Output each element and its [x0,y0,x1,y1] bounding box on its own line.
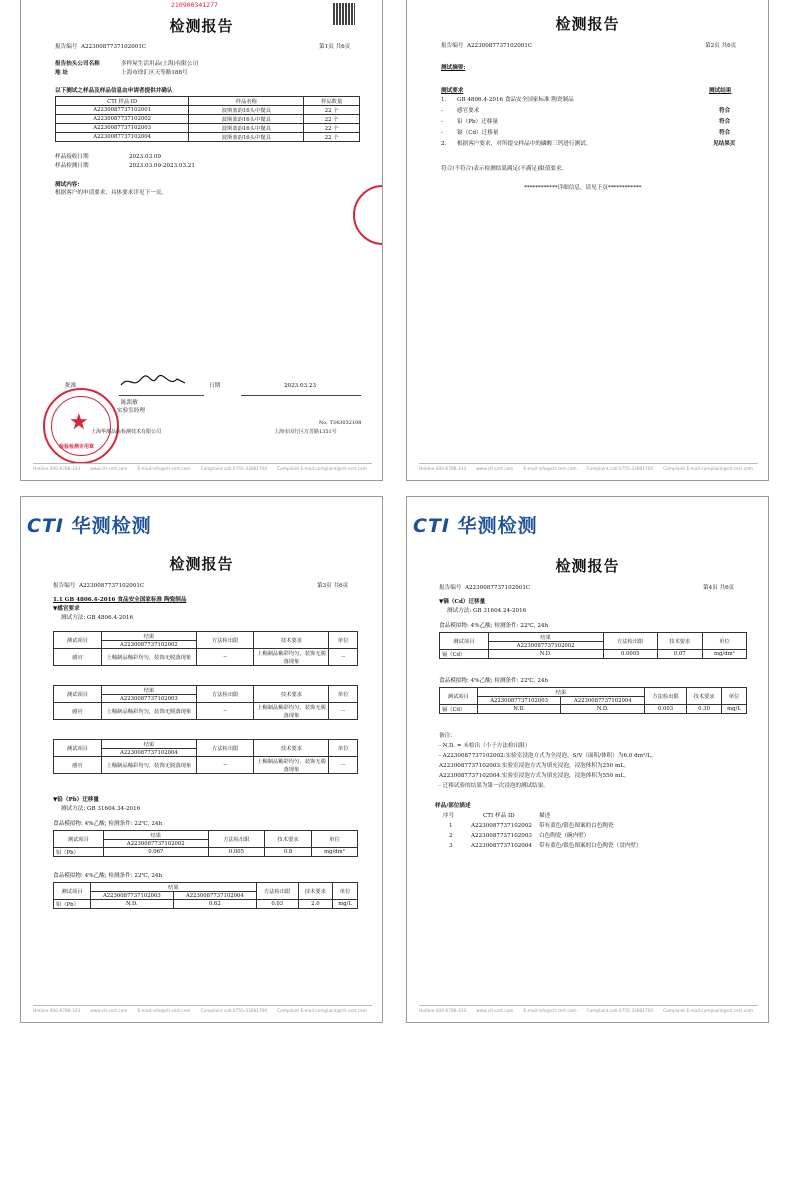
receive-date-label: 样品接收日期 [55,154,89,160]
report-page-1 [20,0,383,481]
company-name: 多样屋生活用品(上海)有限公司 [121,61,199,67]
page-number: 第4页 共6页 [703,585,735,591]
report-page-3 [20,496,383,1023]
summary-result: 见结果页 [713,141,736,147]
list-item: 2 [449,833,453,839]
simulant-label: 食品模拟物: 4%乙酸; 检测条件: 22℃, 24h [53,821,163,827]
sensory-method: 测试方法: GB 4806.4-2016 [61,615,134,621]
company-address: 上海市闵行区万芳路1351号 [274,429,337,435]
page-number: 第3页 共6页 [317,583,349,589]
sensory-table: 测试项目 结果 方法检出限 技术要求 单位 A2230087737102003 感官 上釉制品釉彩均匀，装饰无脱落现象 -- 上釉制品釉彩均匀，装饰无脱落现象 -- [53,685,358,720]
sensory-heading: ▼感官要求 [53,606,80,612]
cd-heading: ▼镉（Cd）迁移量 [439,599,486,605]
cd-table: 测试项目 结果 方法检出限 技术要求 单位 A2230087737102002 镉（Cd） N.D. 0.0005 0.07 mg/dm² [439,632,747,659]
test-date: 2023.03.09-2023.03.21 [129,163,195,169]
page-footer: Hotline:400-6788-333 www.cti-cert.com E-mail:info@cti-cert.com Complaint call:0755-33681700 Complaint E-mail:complaint@cti-cert.com [33,463,372,472]
page-title: 检测报告 [169,17,234,35]
summary-heading: 测试摘要: [441,65,466,71]
approve-label: 批准 [65,383,77,389]
sample-desc-heading: 样品/部位描述 [435,803,471,809]
table-header-row: CTI 样品 ID 样品名称 样品数量 [56,97,360,106]
page-number: 第1页 共6页 [319,44,351,50]
simulant-label: 食品模拟物: 4%乙酸; 检测条件: 22℃, 24h [439,623,549,629]
list-item: 3 [449,843,453,849]
simulant-label: 食品模拟物: 4%乙酸; 检测条件: 22℃, 24h [439,678,549,684]
report-no: A2230087737102001C [78,583,145,589]
summary-item: GB 4806.4-2016 食品安全国家标准 陶瓷制品 [457,97,574,103]
page-title: 检测报告 [169,555,234,573]
report-no: A2230087737102001C [80,44,147,50]
report-no-label: 报告编号 [441,43,464,49]
date-label: 日期 [209,383,221,389]
pb-heading: ▼铅（Pb）迁移量 [53,797,99,803]
summary-item: 镉（Cd）迁移量 [457,130,499,136]
report-no: A2230087737102001C [464,585,531,591]
pb-method: 测试方法: GB 31604.34-2016 [61,806,141,812]
summary-item: 铅（Pb）迁移量 [457,119,498,125]
side-stamp [353,185,383,245]
receive-date: 2023.03.09 [129,154,162,160]
list-item: 1 [449,823,453,829]
pb-table: 测试项目 结果 方法检出限 技术要求 单位 A2230087737102002 铅（Pb） 0.067 0.005 0.8 mg/dm² [53,830,358,857]
address-value: 上海市徐汇区天等路188号 [121,70,188,76]
company-label: 报告抬头公司名称 [55,61,100,67]
approve-date: 2023.03.23 [284,383,317,389]
summary-result: 符合 [719,108,731,114]
official-stamp [43,388,119,464]
requirement-heading: 测试要求 [441,88,464,94]
cd-table: 测试项目 结果 方法检出限 技术要求 单位 A2230087737102003 A2230087737102004 镉（Cd） N.D. N.D. 0.003 0.30 mg/L [439,687,747,714]
note-line: - 迁移试验的结果为第一次浸泡的测试结果。 [439,783,549,789]
note-line: A2230087737102003:实验室浸泡方式为填充浸泡，浸泡体积为250 mL。 [439,763,630,769]
sample-info-heading: 以下测试之样品及样品信息由申请者提供并确认 [55,88,173,94]
continue-note: ************详细信息，请见下页************ [524,185,642,191]
summary-result: 符合 [719,119,731,125]
note-line: - N.D. = 未检出（小于方法检出限） [439,743,531,749]
test-date-label: 样品检测日期 [55,163,89,169]
simulant-label: 食品模拟物: 4%乙酸; 检测条件: 22℃, 24h [53,873,163,879]
summary-result: 符合 [719,130,731,136]
summary-item: 根据客户要求，对所提交样品中的磷酸三钙进行测试。 [457,141,592,147]
star-icon: ★ [69,410,89,435]
address-label: 地 址 [55,70,69,76]
report-page-2: 检测报告 报告编号 A2230087737102001C 第2页 共6页 测试摘要: 测试要求 测试结果 1. GB 4806.4-2016 食品安全国家标准 陶瓷制品 - 感官要求 符合 - 铅（Pb）迁移量 符合 - 镉（Cd）迁移量 符合 2. 根据客户要求，对所提交样品中的磷酸三钙进行测试。 见结果页 符合(不符合)表示检测结果满足(不满足)限值要求。 ************详细信息，请见下页************ Hotline:400-6788-333 www.cti-cert.com E-mail:info@cti-cert.com Complaint call:0755-33681700 Complaint E-mail:complaint@cti-cert.com [406,0,769,481]
report-no: A2230087737102001C [466,43,533,49]
notes-label: 备注: [439,733,453,739]
test-content: 根据客户的申请要求，具体要求详见下一页。 [55,190,167,196]
top-code: 210900341277 [171,1,218,9]
pb-table: 测试项目 结果 方法检出限 技术要求 单位 A2230087737102003 A2230087737102004 铅（Pb） N.D. 0.62 0.03 2.0 mg/L [53,882,358,909]
table-row: A2230087737102004 波斯蓝韵16头中餐具 22 个 [56,133,360,142]
page-footer: Hotline:400-6788-333 www.cti-cert.com E-mail:info@cti-cert.com Complaint call:0755-33681700 Complaint E-mail:complaint@cti-cert.com [419,1005,758,1014]
page-footer: Hotline:400-6788-333 www.cti-cert.com E-mail:info@cti-cert.com Complaint call:0755-33681700 Complaint E-mail:complaint@cti-cert.com [33,1005,372,1014]
page-number: 第2页 共6页 [705,43,737,49]
note-line: - A2230087737102002:实验室浸泡方式为全浸泡，S/V（面积/体积）为6.0 dm²/L。 [439,753,657,759]
section-heading: 1.1 GB 4806.4-2016 食品安全国家标准 陶瓷制品 [53,597,187,603]
approver-name: 陈凯敏 [121,400,138,406]
sample-table [55,96,360,142]
signature-icon [119,373,189,391]
cd-method: 测试方法: GB 31604.24-2016 [447,608,527,614]
table-row: A2230087737102003 波斯蓝韵16头中餐具 22 个 [56,124,360,133]
cert-number: No. T343032108 [319,420,362,426]
result-heading: 测试结果 [709,88,732,94]
stamp-text: 检验检测专用章 [59,444,95,450]
approver-title: 实验室经理 [117,408,145,414]
table-row: A2230087737102002 波斯蓝韵16头中餐具 22 个 [56,115,360,124]
sensory-table: 测试项目 结果 方法检出限 技术要求 单位 A2230087737102004 感官 上釉制品釉彩均匀，装饰无脱落现象 -- 上釉制品釉彩均匀，装饰无脱落现象 -- [53,739,358,774]
page-title: 检测报告 [555,557,620,575]
report-no-label: 报告编号 [439,585,462,591]
cti-logo: CTI 华测检测 [413,515,538,537]
report-no-label: 报告编号 [53,583,76,589]
cti-logo: CTI 华测检测 [27,515,152,537]
page-title: 检测报告 [555,15,620,33]
summary-item: 感官要求 [457,108,480,114]
compliance-note: 符合(不符合)表示检测结果满足(不满足)限值要求。 [441,166,568,172]
report-page-4: CTI 华测检测 检测报告 报告编号 A2230087737102001C 第4页 共6页 ▼镉（Cd）迁移量 测试方法: GB 31604.24-2016 食品模拟物: 4%乙酸; 检测条件: 22℃, 24h 测试项目 结果 方法检出限 技术要求 单位 A2230087737102002 镉（Cd） N.D. 0.0005 0.07 mg/dm² 食品模拟物: 4%乙酸; 检测条件: 22℃, 24h 测试项目 结果 方法检出限 技术要求 单位 A2230087737102003 A2230087737102004 镉（Cd） N.D. N.D. 0.003 0.30 mg/L 备注: - N.D. = 未检出（小于方法检出限） - A2230087737102002:实验室浸泡方式为全浸泡，S/V（面积/体积）为6.0 dm²/L。 A2230087737102003:实验室浸泡方式为填充浸泡，浸泡体积为250 mL。 A2230087737102004:实验室浸泡方式为填充浸泡，浸泡体积为550 mL。 - 迁移试验的结果为第一次浸泡的测试结果。 样品/部位描述 序号 CTI 样品 ID 描述 1 A2230087737102002 带有蓝色/银色图案的白色陶瓷 2 A2230087737102003 白色陶瓷（碗内壁） 3 A2230087737102004 带有蓝色/银色图案的白色陶瓷（盘内壁） Hotline:400-6788-333 www.cti-cert.com E-mail:info@cti-cert.com Complaint call:0755-33681700 Complaint E-mail:complaint@cti-cert.com [406,496,769,1023]
report-no-label: 报告编号 [55,44,78,50]
table-row: A2230087737102001 波斯蓝韵16头中餐具 22 个 [56,106,360,115]
note-line: A2230087737102004:实验室浸泡方式为填充浸泡，浸泡体积为550 mL。 [439,773,630,779]
test-content-label: 测试内容: [55,182,80,188]
company-footer: 上海华测品标检测技术有限公司 [91,429,162,435]
page-footer: Hotline:400-6788-333 www.cti-cert.com E-mail:info@cti-cert.com Complaint call:0755-33681700 Complaint E-mail:complaint@cti-cert.com [419,463,758,472]
sensory-table: 测试项目 结果 方法检出限 技术要求 单位 A2230087737102002 感官 上釉制品釉彩均匀，装饰无脱落现象 -- 上釉制品釉彩均匀，装饰无脱落现象 -- [53,631,358,666]
